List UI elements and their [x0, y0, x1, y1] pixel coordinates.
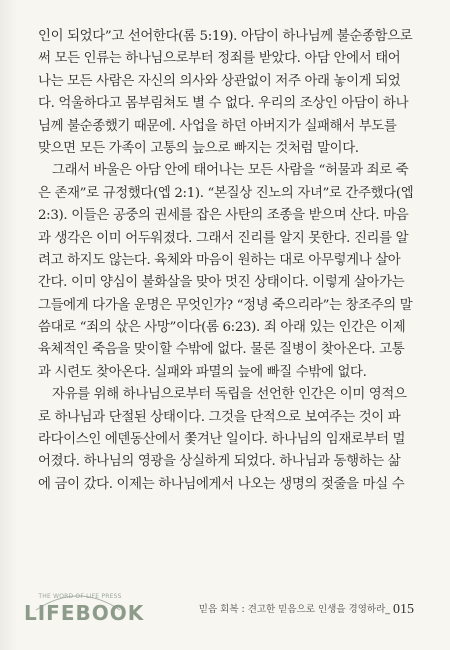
body-line: 2:3). 이들은 공중의 권세를 잡은 사탄의 조종을 받으며 산다. 마음 — [38, 208, 409, 224]
page-footer — [0, 592, 450, 632]
title-separator: : — [241, 604, 245, 615]
body-line: 다. 억울하다고 몸부림쳐도 별 수 없다. 우리의 조상인 아담이 하나 — [38, 96, 409, 112]
body-line: 에 금이 갔다. 이제는 하나님에게서 나오는 생명의 젖줄을 마실 수 — [38, 476, 405, 492]
body-line: 맞으면 모든 가족이 고통의 늪으로 빠지는 것처럼 말이다. — [38, 140, 359, 156]
body-line: 라다이스인 에덴동산에서 쫓겨난 일이다. 하나님의 임재로부터 멀 — [38, 432, 406, 448]
body-line: 은 존재”로 규정했다(엡 2:1). “본질상 진노의 자녀”로 간주했다(엡 — [38, 185, 414, 201]
body-line: 님께 불순종했기 때문에. 사업을 하던 아버지가 실패해서 부도를 — [38, 118, 397, 134]
paragraph-start-line: 자유를 위해 하나님으로부터 독립을 선언한 인간은 이미 영적으 — [52, 387, 407, 403]
body-line: 과 시련도 찾아온다. 실패와 파멸의 늪에 빠질 수밖에 없다. — [38, 364, 367, 380]
body-line: 그들에게 다가올 운명은 무엇인가? “정녕 죽으리라”는 창조주의 말 — [38, 297, 413, 313]
publisher-logo — [24, 592, 145, 628]
body-line: 간다. 이미 양심이 불화살을 맞아 멋진 상태이다. 이렇게 살아가는 — [38, 275, 405, 291]
body-line: 나는 모든 사람은 자신의 의사와 상관없이 저주 아래 놓이게 되었 — [38, 73, 401, 89]
book-title: 믿음 회복 — [198, 604, 239, 615]
book-subtitle: 견고한 믿음으로 인생을 경영하라 — [247, 604, 386, 615]
logo-tagline: THE WORD OF LIFE PRESS — [38, 593, 122, 600]
page-number: 015 — [393, 602, 414, 617]
body-line: 써 모든 인류는 하나님으로부터 정죄를 받았다. 아담 안에서 태어 — [38, 51, 401, 67]
body-text — [38, 26, 414, 496]
body-line: 려고 하지도 않는다. 육체와 마음이 원하는 대로 아무렇게나 살아 — [38, 252, 401, 268]
paragraph-start-line: 그래서 바울은 아담 안에 태어나는 모든 사람을 “허물과 죄로 죽 — [52, 163, 409, 179]
body-line: 과 생각은 이미 어두워졌다. 그래서 진리를 알지 못한다. 진리를 알 — [38, 230, 409, 246]
logo-wordmark: LIFEBOOK — [24, 601, 145, 625]
body-line: 로 하나님과 단절된 상태이다. 그것을 단적으로 보여주는 것이 파 — [38, 409, 401, 425]
body-line: 씀대로 “죄의 삯은 사망”이다(롬 6:23). 죄 아래 있는 인간은 이제 — [38, 320, 406, 336]
body-line: 인이 되었다”고 선어한다(롬 5:19). 아담이 하나님께 불순종함으로 — [38, 29, 413, 44]
running-footer — [199, 601, 414, 618]
body-line: 어졌다. 하나님의 영광을 상실하게 되었다. 하나님과 동행하는 삶 — [38, 454, 401, 470]
body-line: 육체적인 죽음을 맞이할 수밖에 없다. 물론 질병이 찾아온다. 고통 — [38, 342, 405, 358]
page-number-dash: _ — [385, 604, 390, 615]
